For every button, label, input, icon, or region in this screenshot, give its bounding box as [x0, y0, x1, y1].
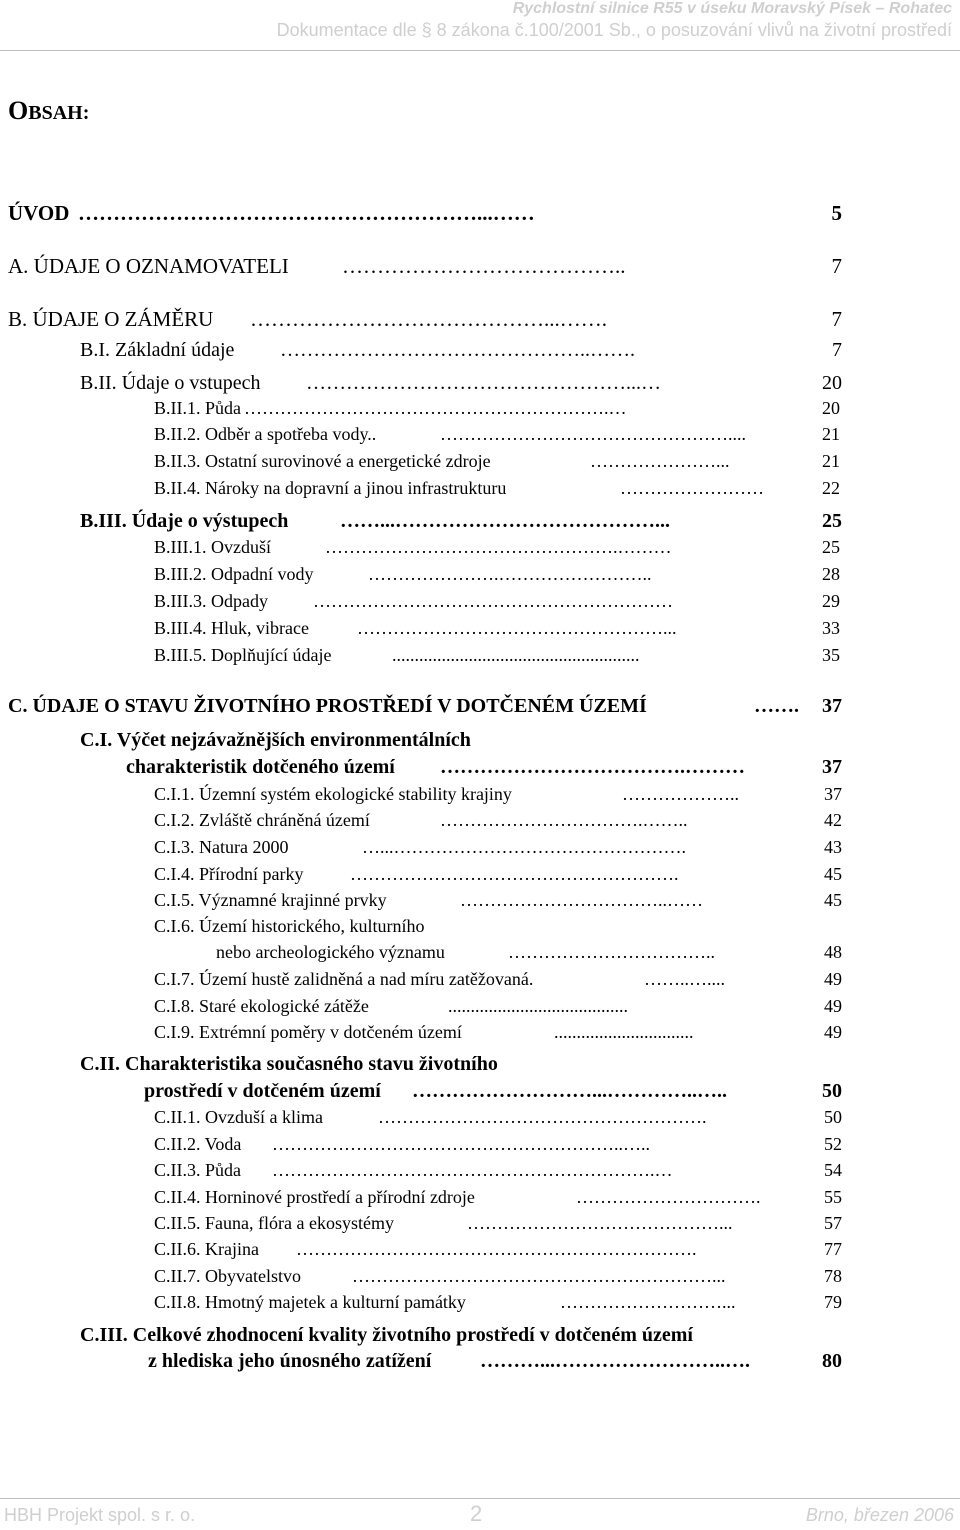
toc-entry[interactable] [0, 942, 960, 972]
toc-entry-leader: ………………….…………………….. [368, 564, 652, 584]
toc-entry-title: C.I.7. Území hustě zalidněná a nad míru zatěžovaná. [154, 969, 534, 989]
toc-entry-page: 45 [824, 890, 842, 910]
toc-entry-title: B.III.4. Hluk, vibrace [154, 618, 309, 638]
contents-heading [8, 96, 89, 126]
toc-entry[interactable] [0, 729, 960, 759]
toc-entry-page: 57 [824, 1213, 842, 1233]
document-title: Rychlostní silnice R55 v úseku Moravský Písek – Rohatec [512, 0, 952, 17]
toc-entry-leader: ………………………………………..……. [280, 339, 635, 361]
toc-entry-title: C.III. Celkové zhodnocení kvality životního prostředí v dotčeném území [80, 1324, 693, 1346]
toc-entry-page: 37 [822, 695, 842, 717]
toc-entry-leader: ………………………...…………..….. [412, 1080, 727, 1102]
toc-entry[interactable] [0, 1239, 960, 1269]
toc-entry-leader: ………...……………………..…. [480, 1350, 750, 1372]
toc-entry-page: 7 [832, 339, 842, 361]
toc-entry-title: C.II.4. Horninové prostředí a přírodní zdroje [154, 1187, 475, 1207]
toc-entry[interactable] [0, 339, 960, 369]
toc-entry-title: C.II.3. Půda [154, 1160, 241, 1180]
toc-entry-title: z hlediska jeho únosného zatížení [148, 1350, 432, 1372]
toc-entry[interactable] [0, 756, 960, 786]
toc-entry-title: C.I.8. Staré ekologické zátěže [154, 996, 369, 1016]
header-divider [0, 50, 960, 51]
toc-entry-title: C.I.3. Natura 2000 [154, 837, 289, 857]
toc-entry-title: prostředí v dotčeném území [144, 1080, 381, 1102]
toc-entry-leader: …………………………………………………….… [244, 398, 627, 418]
toc-entry-title: B.III.3. Odpady [154, 591, 268, 611]
toc-entry[interactable] [0, 1107, 960, 1137]
toc-entry-page: 20 [822, 398, 840, 418]
toc-entry-leader: ……………………………………………………... [352, 1266, 726, 1286]
toc-entry-leader: …………………………….. [508, 942, 715, 962]
toc-entry-title: C.I.6. Území historického, kulturního [154, 916, 425, 936]
toc-entry[interactable] [0, 254, 960, 284]
toc-entry-page: 28 [822, 564, 840, 584]
toc-entry-leader: ………………………………………….……… [325, 537, 672, 557]
toc-entry-title: B.III.5. Doplňující údaje [154, 645, 332, 665]
toc-entry-page: 33 [822, 618, 840, 638]
toc-entry-title: C.II. Charakteristika současného stavu životního [80, 1053, 498, 1075]
toc-entry[interactable] [0, 1080, 960, 1110]
toc-entry-leader: ....................................................... [392, 645, 640, 665]
toc-entry-page: 48 [824, 942, 842, 962]
toc-entry[interactable] [0, 1292, 960, 1322]
toc-entry-leader: …………………………….…….. [440, 810, 688, 830]
toc-entry[interactable] [0, 564, 960, 594]
toc-entry-page: 25 [822, 537, 840, 557]
toc-entry[interactable] [0, 810, 960, 840]
toc-entry-leader: …………………………………………………………. [296, 1239, 697, 1259]
toc-entry-title: ÚVOD [8, 201, 70, 225]
toc-entry-page: 5 [831, 201, 842, 225]
toc-entry-title: C.II.2. Voda [154, 1134, 242, 1154]
toc-entry-title: B.II.3. Ostatní surovinové a energetické zdroje [154, 451, 491, 471]
toc-entry-title: C.I.2. Zvláště chráněná území [154, 810, 370, 830]
toc-entry[interactable] [0, 1160, 960, 1190]
footer-date: Brno, březen 2006 [805, 1505, 954, 1525]
toc-entry-leader: …………………… [620, 478, 764, 498]
toc-entry[interactable] [0, 451, 960, 481]
toc-entry-page: 37 [824, 784, 842, 804]
toc-entry-leader: ……………………………..…… [460, 890, 703, 910]
toc-entry-page: 49 [824, 996, 842, 1016]
toc-entry-title: charakteristik dotčeného území [126, 756, 395, 778]
toc-entry-title: nebo archeologického významu [216, 942, 445, 962]
footer-page-number: 2 [470, 1501, 483, 1526]
toc-entry[interactable] [0, 1022, 960, 1052]
toc-entry[interactable] [0, 591, 960, 621]
toc-entry[interactable] [0, 201, 960, 231]
toc-entry-title: C.I.9. Extrémní poměry v dotčeném území [154, 1022, 462, 1042]
toc-entry-page: 52 [824, 1134, 842, 1154]
toc-entry-leader: ………………………... [560, 1292, 736, 1312]
toc-entry-page: 22 [822, 478, 840, 498]
toc-entry-title: C.II.6. Krajina [154, 1239, 259, 1259]
toc-entry-title: B.III. Údaje o výstupech [80, 510, 289, 532]
contents-heading-initial: O [8, 96, 29, 125]
toc-entry-page: 49 [824, 1022, 842, 1042]
toc-entry-leader: …………………... [590, 451, 730, 471]
toc-entry-page: 35 [822, 645, 840, 665]
toc-entry-leader: ………………………………….. [342, 254, 626, 278]
toc-entry-leader: ……. [754, 695, 799, 717]
toc-entry-title: B.II.1. Půda [154, 398, 241, 418]
toc-entry-title: C.I.1. Územní systém ekologické stability krajiny [154, 784, 512, 804]
toc-entry[interactable] [0, 510, 960, 540]
toc-entry-page: 55 [824, 1187, 842, 1207]
toc-entry-title: B. ÚDAJE O ZÁMĚRU [8, 307, 214, 331]
document-subtitle: Dokumentace dle § 8 zákona č.100/2001 Sb., o posuzování vlivů na životní prostředí [276, 20, 952, 40]
toc-entry-page: 49 [824, 969, 842, 989]
toc-entry-title: B.III.2. Odpadní vody [154, 564, 314, 584]
toc-entry-leader: ……………………………………………... [357, 618, 677, 638]
toc-entry-title: C.I.5. Významné krajinné prvky [154, 890, 387, 910]
toc-entry-leader: …………………………………………………...…… [78, 201, 535, 225]
toc-entry-page: 77 [824, 1239, 842, 1259]
toc-entry-leader: ……………………………………………………….… [272, 1160, 673, 1180]
toc-entry-title: B.II.2. Odběr a spotřeba vody.. [154, 424, 377, 444]
toc-entry-leader: ……………………………………... [467, 1213, 733, 1233]
toc-entry-leader: …...…………………………………………. [362, 837, 686, 857]
toc-entry-leader: ……..….... [644, 969, 725, 989]
toc-entry-page: 29 [822, 591, 840, 611]
toc-entry[interactable] [0, 424, 960, 454]
toc-entry-page: 21 [822, 451, 840, 471]
footer-divider [0, 1498, 960, 1499]
toc-entry-page: 20 [822, 372, 842, 394]
toc-entry[interactable] [0, 1053, 960, 1083]
footer-company: HBH Projekt spol. s r. o. [4, 1505, 196, 1525]
toc-entry-leader: ………………………………………………. [350, 864, 679, 884]
toc-entry-title: B.II. Údaje o vstupech [80, 372, 261, 394]
toc-entry-page: 7 [831, 254, 842, 278]
toc-entry-title: B.III.1. Ovzduší [154, 537, 271, 557]
toc-entry-leader: ……...…………………………………... [340, 510, 670, 532]
toc-entry-leader: ........................................ [448, 996, 628, 1016]
toc-entry-leader: ………………………………………….... [440, 424, 746, 444]
toc-entry-page: 25 [822, 510, 842, 532]
toc-entry-leader: ............................... [554, 1022, 694, 1042]
toc-entry-leader: …………………………………………………… [313, 591, 673, 611]
toc-entry[interactable] [0, 837, 960, 867]
toc-entry-leader: ……………………………….……… [440, 756, 745, 778]
toc-entry-page: 37 [822, 756, 842, 778]
toc-entry-page: 7 [831, 307, 842, 331]
toc-entry[interactable] [0, 618, 960, 648]
toc-entry-page: 21 [822, 424, 840, 444]
toc-entry-page: 50 [822, 1080, 842, 1102]
toc-entry-leader: …………………………………………...… [306, 372, 661, 394]
toc-entry-title: C.II.5. Fauna, flóra a ekosystémy [154, 1213, 394, 1233]
toc-entry[interactable] [0, 478, 960, 508]
toc-entry-page: 45 [824, 864, 842, 884]
toc-entry[interactable] [0, 307, 960, 337]
toc-entry-title: C.II.1. Ovzduší a klima [154, 1107, 323, 1127]
toc-entry-page: 78 [824, 1266, 842, 1286]
toc-entry-page: 79 [824, 1292, 842, 1312]
toc-entry-page: 50 [824, 1107, 842, 1127]
toc-entry-title: C.I. Výčet nejzávažnějších environmentálních [80, 729, 471, 751]
toc-entry-page: 54 [824, 1160, 842, 1180]
toc-entry-title: A. ÚDAJE O OZNAMOVATELI [8, 254, 289, 278]
toc-entry[interactable] [0, 695, 960, 725]
contents-heading-rest: BSAH: [28, 102, 90, 124]
toc-entry-title: C.I.4. Přírodní parky [154, 864, 304, 884]
toc-entry-title: B.I. Základní údaje [80, 339, 235, 361]
toc-entry-leader: …………………………. [576, 1187, 761, 1207]
toc-entry-page: 43 [824, 837, 842, 857]
toc-entry-page: 80 [822, 1350, 842, 1372]
toc-entry[interactable] [0, 1350, 960, 1380]
toc-entry-title: B.II.4. Nároky na dopravní a jinou infrastrukturu [154, 478, 507, 498]
toc-entry[interactable] [0, 969, 960, 999]
toc-entry[interactable] [0, 645, 960, 675]
toc-entry-leader: ………………………………………………. [378, 1107, 707, 1127]
toc-entry-leader: ……………….. [622, 784, 739, 804]
toc-entry-leader: …………………………………………………..….. [272, 1134, 650, 1154]
toc-entry[interactable] [0, 537, 960, 567]
toc-entry-leader: ……………………………………...……. [250, 307, 607, 331]
toc-entry-title: C.II.7. Obyvatelstvo [154, 1266, 301, 1286]
toc-entry-title: C. ÚDAJE O STAVU ŽIVOTNÍHO PROSTŘEDÍ V DOTČENÉM ÚZEMÍ [8, 695, 647, 717]
toc-entry-page: 42 [824, 810, 842, 830]
toc-entry-title: C.II.8. Hmotný majetek a kulturní památky [154, 1292, 466, 1312]
